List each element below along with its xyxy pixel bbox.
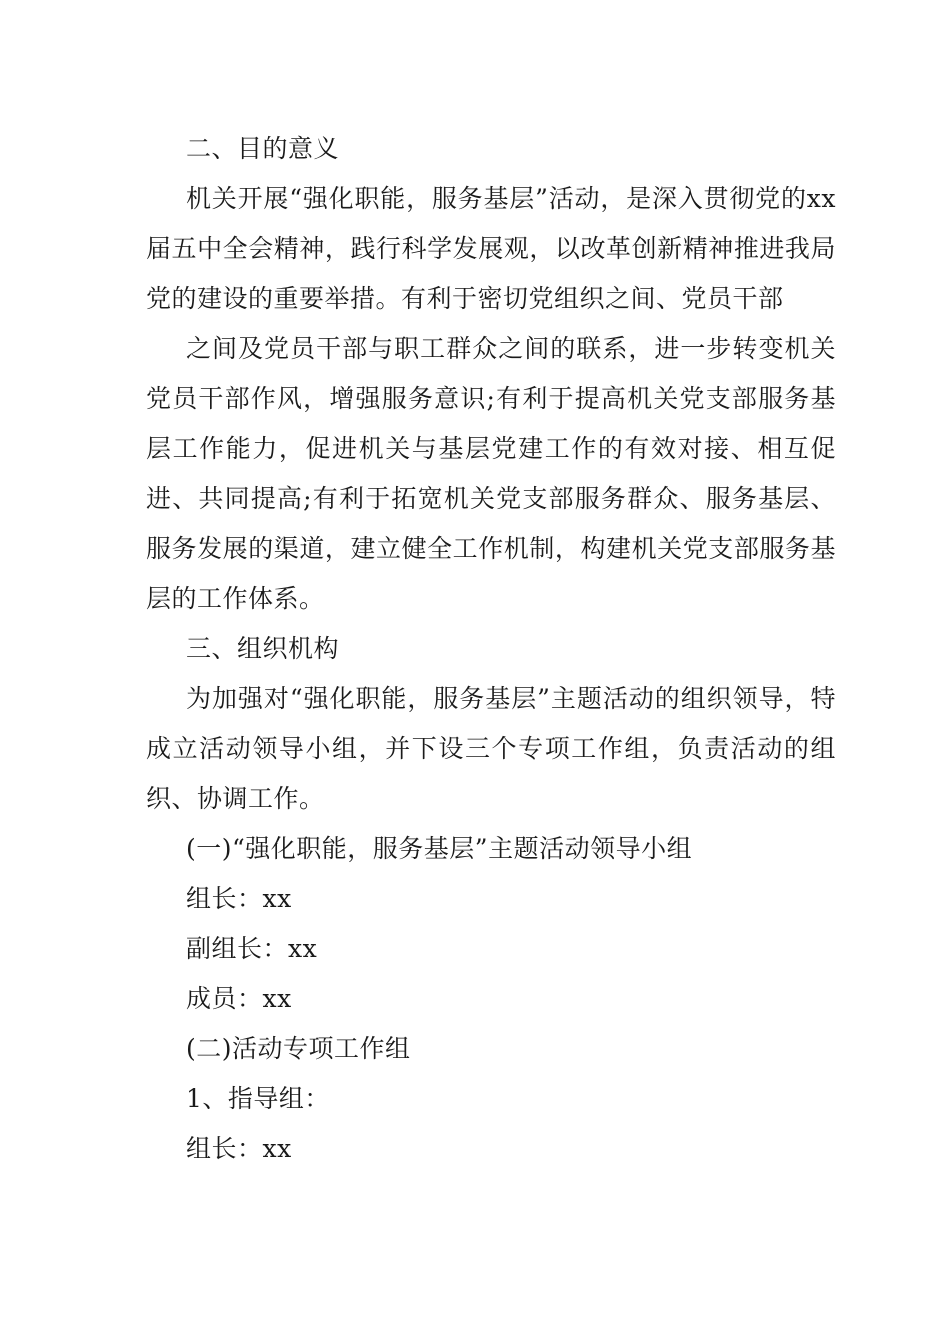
subheading-work-groups: (二)活动专项工作组 xyxy=(186,1034,411,1063)
paragraph-organization: 为加强对“强化职能，服务基层”主题活动的组织领导，特成立活动领导小组，并下设三个专项工作组，负责活动的组织、协调工作。 xyxy=(146,684,836,813)
guidance-group-line: 1、指导组： xyxy=(186,1084,330,1113)
paragraph-purpose-2: 之间及党员干部与职工群众之间的联系，进一步转变机关党员干部作风，增强服务意识;有利于提高机关党支部服务基层工作能力，促进机关与基层党建工作的有效对接、相互促进、共同提高;有利于拓宽机关党支部服务群众、服务基层、服务发展的渠道，建立健全工作机制，构建机关党支部服务基层的工作体系。 xyxy=(146,334,836,613)
guidance-leader-line: 组长：xx xyxy=(186,1134,292,1163)
members-line: 成员：xx xyxy=(186,984,292,1013)
leader-line: 组长：xx xyxy=(186,884,292,913)
document-body xyxy=(146,124,836,1174)
subheading-leading-group: (一)“强化职能，服务基层”主题活动领导小组 xyxy=(186,834,693,863)
paragraph-purpose-1: 机关开展“强化职能，服务基层”活动，是深入贯彻党的xx届五中全会精神，践行科学发展观，以改革创新精神推进我局党的建设的重要举措。有利于密切党组织之间、党员干部 xyxy=(146,184,836,313)
deputy-leader-line: 副组长：xx xyxy=(186,934,318,963)
section-heading-organization: 三、组织机构 xyxy=(186,634,340,663)
section-heading-purpose: 二、目的意义 xyxy=(186,134,340,163)
